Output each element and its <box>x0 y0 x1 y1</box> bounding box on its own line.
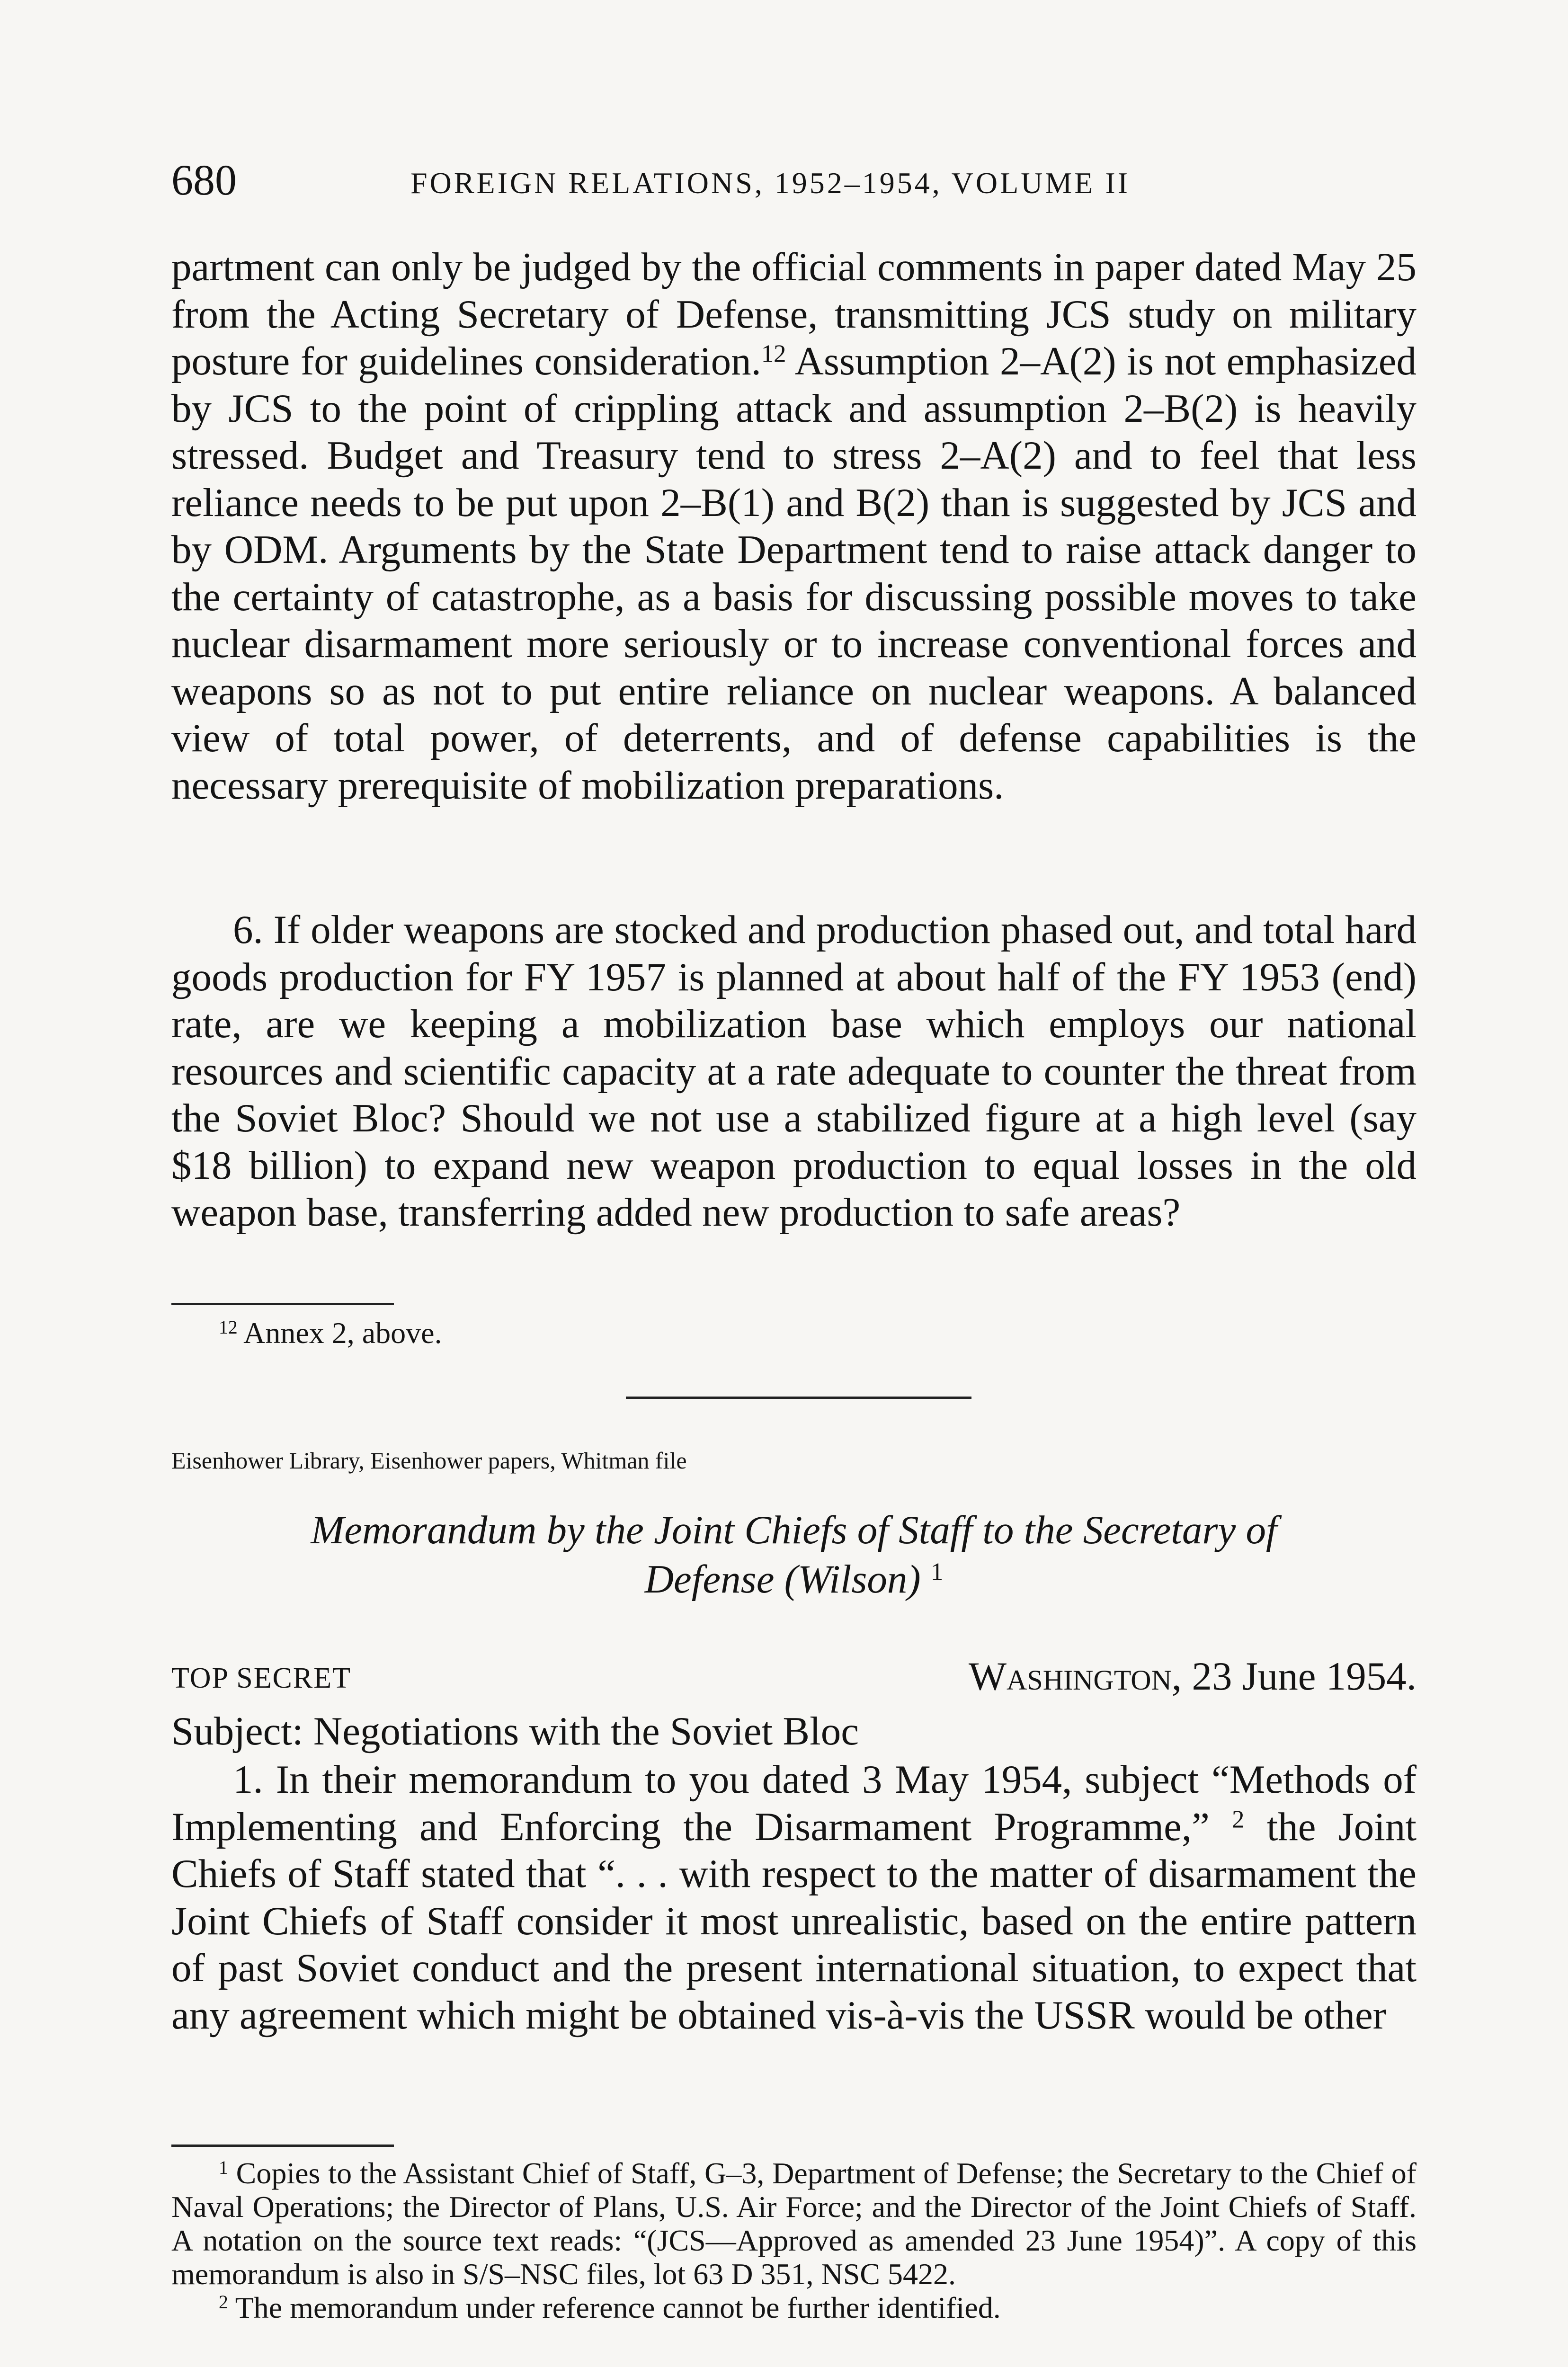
footnotes-bottom <box>171 2156 1417 2324</box>
running-head: FOREIGN RELATIONS, 1952–1954, VOLUME II <box>410 166 1130 200</box>
footnote-marker-2: 2 <box>219 2292 228 2313</box>
footnote-ref-1: 1 <box>930 1558 944 1586</box>
footnote-rule <box>171 1303 394 1305</box>
footnote-12 <box>171 1316 1417 1350</box>
paragraph-1-text-after: the Joint Chiefs of Staff stated that “. . . with respect to the matter of disarmament the Joint Chiefs of Staff consider it most unrealistic, based on the entire pattern of past Soviet conduct and the present international situation, to expect that any agreement which might be obtained vis-à-vis the USSR would be other <box>171 1804 1417 2038</box>
continuation-paragraph <box>171 244 1417 809</box>
footnote-ref-2: 2 <box>1232 1806 1245 1833</box>
footnote-text: Annex 2, above. <box>237 1316 442 1350</box>
dateline-date: 23 June 1954. <box>1182 1654 1417 1699</box>
footnote-ref-12: 12 <box>761 340 786 368</box>
document-title <box>171 1505 1417 1604</box>
page-number: 680 <box>171 156 237 204</box>
paragraph-1 <box>171 1756 1417 2039</box>
classification-label: TOP SECRET <box>171 1662 352 1694</box>
footnote-1-text: Copies to the Assistant Chief of Staff, G–3, Department of Defense; the Secretary to the Chief of Naval Operations; the Director of Plans, U.S. Air Force; and the Director of the Joint Chiefs of Staff. A notation on the source text reads: “(JCS—Approved as amended 23 June 1954)”. A copy of this memorandum is also in S/S–NSC files, lot 63 D 351, NSC 5422. <box>171 2156 1417 2291</box>
document-title-line-2 <box>171 1555 1417 1604</box>
footnote-2 <box>171 2291 1417 2324</box>
document-title-line-1: Memorandum by the Joint Chiefs of Staff to the Secretary of <box>311 1508 1277 1552</box>
footnote-marker: 12 <box>219 1317 238 1338</box>
footnote-marker-1: 1 <box>219 2157 228 2179</box>
paragraph-1-text: 1. In their memorandum to you dated 3 May 1954, subject “Methods of Implementing and Enforcing the Disarmament Programme,” <box>171 1757 1417 1849</box>
continuation-text: partment can only be judged by the official comments in paper dated May 25 from the Acting Secretary of Defense, transmitting JCS study on military posture for guidelines consideration. <box>171 245 1417 383</box>
subject-line: Subject: Negotiations with the Soviet Bloc <box>171 1709 859 1753</box>
dateline-place: Washington, <box>968 1654 1182 1699</box>
document-title-line-2-text: Defense (Wilson) <box>644 1557 921 1602</box>
continuation-text-after: Assumption 2–A(2) is not emphasized by JCS to the point of crippling attack and assumption 2–B(2) is heavily stressed. Budget and Treasury tend to stress 2–A(2) and to feel that less reliance needs to be put upon 2–B(1) and B(2) than is suggested by JCS and by ODM. Arguments by the State Department tend to raise attack danger to the certainty of catastrophe, as a basis for discussing possible moves to take nuclear disarmament more seriously or to increase conventional forces and weapons so as not to put entire reliance on nuclear weapons. A balanced view of total power, of deterrents, and of defense capabilities is the necessary prerequisite of mobilization preparations. <box>171 339 1417 808</box>
footnote-2-text: The memorandum under reference cannot be further identified. <box>228 2291 1001 2324</box>
dateline <box>969 1653 1417 1700</box>
footnote-1 <box>171 2156 1417 2291</box>
footnote-rule-bottom <box>171 2145 394 2147</box>
page-header <box>171 156 1421 204</box>
section-divider <box>626 1397 971 1399</box>
source-note: Eisenhower Library, Eisenhower papers, Whitman file <box>171 1447 687 1474</box>
paragraph-6: 6. If older weapons are stocked and production phased out, and total hard goods production for FY 1957 is planned at about half of the FY 1953 (end) rate, are we keeping a mobilization base which employs our national resources and scientific capacity at a rate adequate to counter the threat from the Soviet Bloc? Should we not use a stabilized figure at a high level (say $18 billion) to expand new weapon production to equal losses in the old weapon base, transferring added new production to safe areas? <box>171 908 1417 1235</box>
